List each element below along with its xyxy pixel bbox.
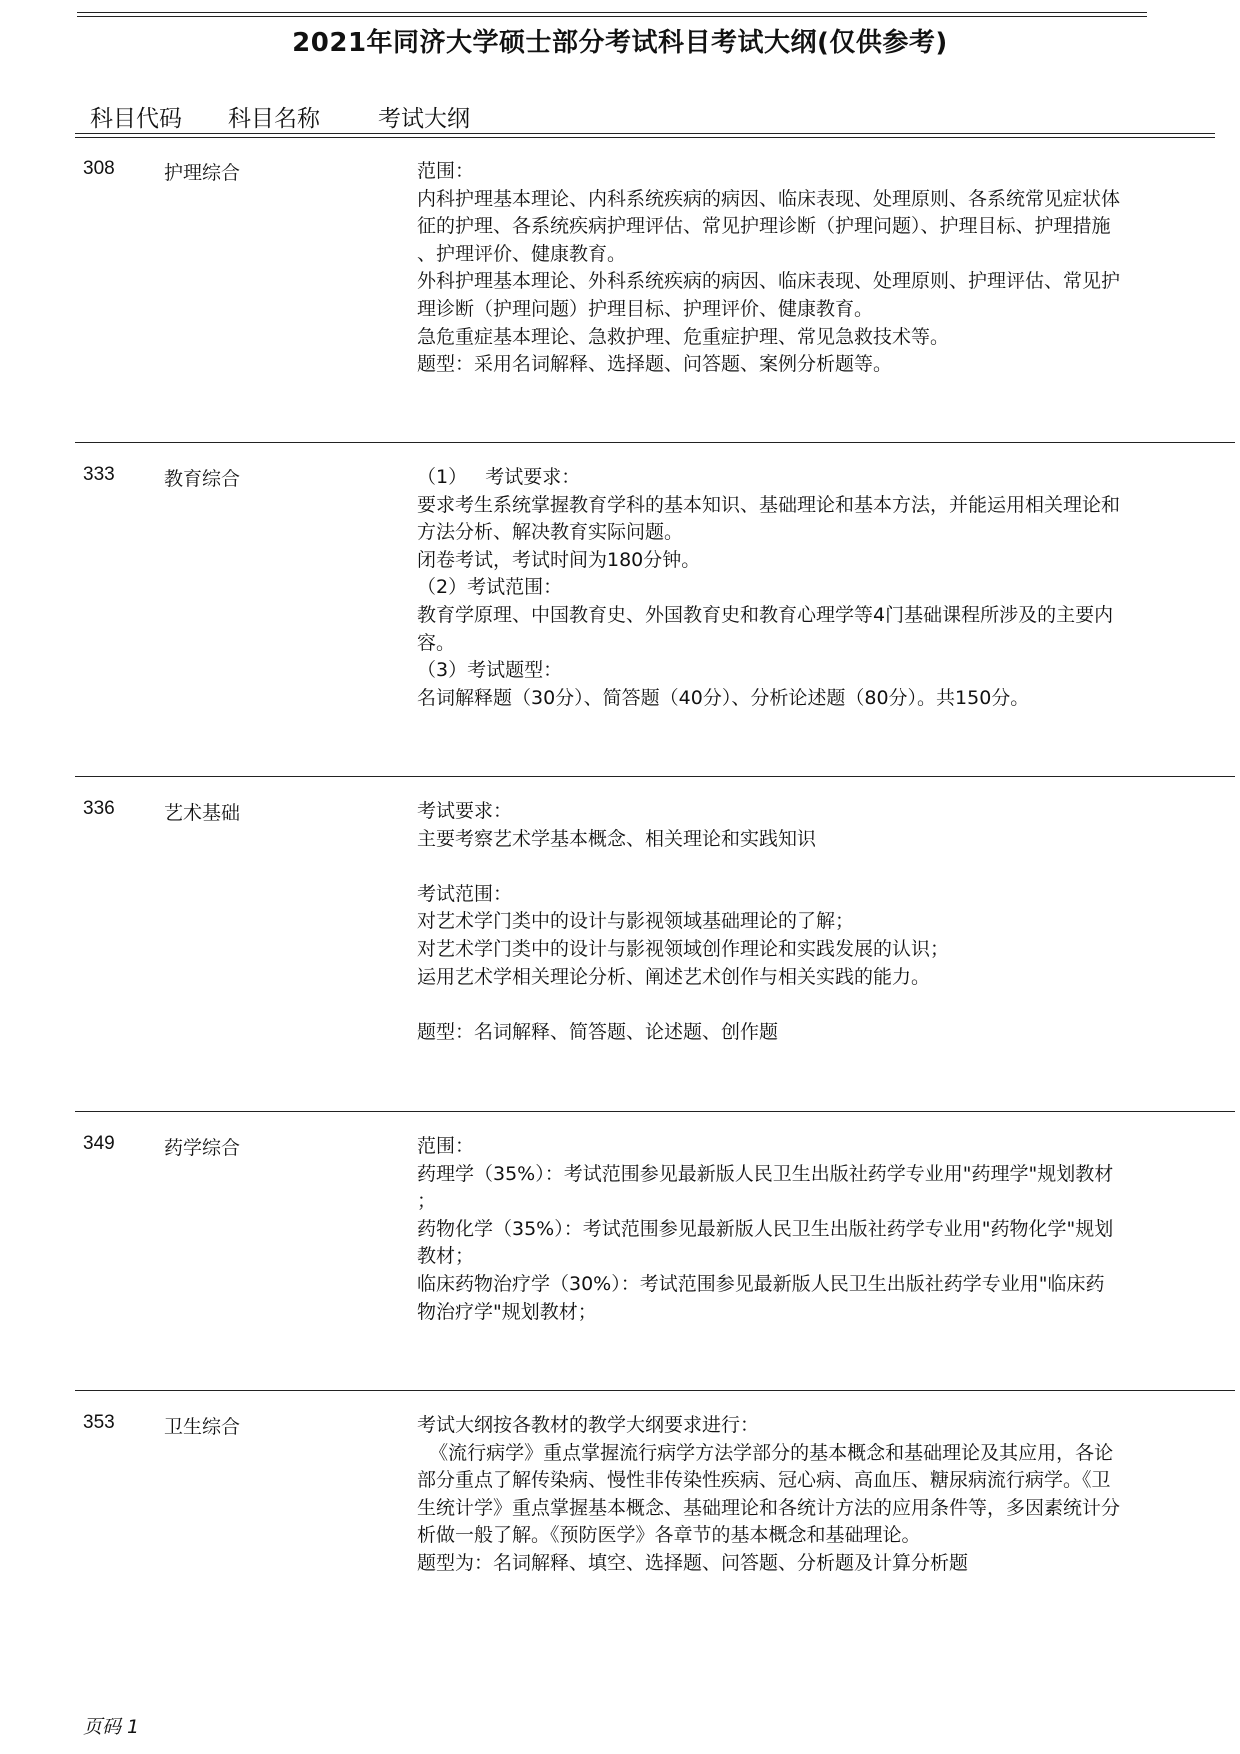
outline-line: 要求考生系统掌握教育学科的基本知识、基础理论和基本方法，并能运用相关理论和	[417, 493, 1121, 516]
row-divider	[75, 442, 1235, 443]
outline-line: 题型：采用名词解释、选择题、问答题、案例分析题等。	[417, 353, 893, 376]
subject-code: 333	[83, 464, 115, 485]
outline-line: 方法分析、解决教育实际问题。	[417, 521, 684, 544]
row-divider	[75, 776, 1235, 777]
subject-outline	[417, 1133, 1192, 1326]
outline-line: 内科护理基本理论、内科系统疾病的病因、临床表现、处理原则、各系统常见症状体	[417, 187, 1121, 210]
outline-line: 对艺术学门类中的设计与影视领域基础理论的了解；	[417, 910, 855, 933]
top-rule-2	[77, 16, 1147, 17]
page-number: 页码 1	[83, 1716, 140, 1738]
outline-line: 对艺术学门类中的设计与影视领域创作理论和实践发展的认识；	[417, 937, 950, 960]
outline-line: （1） 考试要求：	[417, 466, 581, 488]
subject-outline	[417, 798, 1192, 1046]
outline-line: 急危重症基本理论、急救护理、危重症护理、常见急救技术等。	[417, 325, 950, 348]
outline-line: （3）考试题型：	[417, 659, 563, 682]
header-rule-2	[75, 137, 1215, 138]
outline-line: 考试范围：	[417, 882, 513, 905]
header-code: 科目代码	[90, 106, 182, 132]
outline-line: 闭卷考试，考试时间为180分钟。	[417, 548, 701, 571]
outline-line: 题型为：名词解释、填空、选择题、问答题、分析题及计算分析题	[417, 1551, 969, 1574]
outline-line: 容。	[417, 631, 456, 654]
outline-line: 运用艺术学相关理论分析、阐述艺术创作与相关实践的能力。	[417, 965, 931, 988]
outline-line: 范围：	[417, 1135, 475, 1157]
subject-code: 353	[83, 1412, 115, 1433]
outline-line: 物治疗学"规划教材；	[417, 1300, 597, 1323]
subject-name: 教育综合	[164, 468, 241, 490]
subject-name: 药学综合	[164, 1137, 241, 1159]
header-rule-1	[75, 133, 1215, 134]
subject-name: 卫生综合	[164, 1416, 241, 1438]
header-name: 科目名称	[228, 106, 320, 132]
subject-outline	[417, 1412, 1192, 1578]
subject-code: 336	[83, 798, 115, 819]
top-rule-1	[77, 12, 1147, 13]
subject-outline	[417, 464, 1192, 712]
row-divider	[75, 1390, 1235, 1391]
outline-line: ；	[417, 1190, 437, 1213]
outline-line: 临床药物治疗学（30%）：考试范围参见最新版人民卫生出版社药学专业用"临床药	[417, 1272, 1105, 1295]
outline-line: 教育学原理、中国教育史、外国教育史和教育心理学等4门基础课程所涉及的主要内	[417, 603, 1114, 626]
outline-line: 范围：	[417, 160, 475, 182]
outline-line: 生统计学》重点掌握基本概念、基础理论和各统计方法的应用条件等，多因素统计分	[417, 1496, 1121, 1519]
subject-code: 308	[83, 158, 115, 179]
page-title: 2021年同济大学硕士部分考试科目考试大纲(仅供参考)	[292, 28, 948, 58]
outline-line: 药理学（35%）：考试范围参见最新版人民卫生出版社药学专业用"药理学"规划教材	[417, 1162, 1114, 1185]
outline-line	[417, 991, 1192, 1019]
subject-name: 护理综合	[164, 162, 241, 184]
outline-line: 药物化学（35%）：考试范围参见最新版人民卫生出版社药学专业用"药物化学"规划	[417, 1217, 1114, 1240]
outline-line: 征的护理、各系统疾病护理评估、常见护理诊断（护理问题）、护理目标、护理措施	[417, 215, 1111, 238]
outline-line: 《流行病学》重点掌握流行病学方法学部分的基本概念和基础理论及其应用，各论	[417, 1441, 1114, 1464]
outline-line: （2）考试范围：	[417, 576, 563, 599]
subject-code: 349	[83, 1133, 115, 1154]
outline-line: 题型：名词解释、简答题、论述题、创作题	[417, 1020, 779, 1043]
subject-name: 艺术基础	[164, 802, 241, 824]
outline-line: 部分重点了解传染病、慢性非传染性疾病、冠心病、高血压、糖尿病流行病学。《卫	[417, 1469, 1111, 1492]
header-outline: 考试大纲	[378, 106, 470, 132]
outline-line: 教材；	[417, 1245, 475, 1268]
outline-line: 名词解释题（30分）、简答题（40分）、分析论述题（80分）。共150分。	[417, 686, 1030, 709]
row-divider	[75, 1111, 1235, 1112]
outline-line: 析做一般了解。《预防医学》各章节的基本概念和基础理论。	[417, 1524, 921, 1547]
outline-line	[417, 853, 1192, 881]
outline-line: 主要考察艺术学基本概念、相关理论和实践知识	[417, 827, 817, 850]
outline-line: 考试要求：	[417, 800, 513, 822]
subject-outline	[417, 158, 1192, 379]
outline-line: 理诊断（护理问题）护理目标、护理评价、健康教育。	[417, 297, 874, 320]
table-header	[0, 100, 1240, 134]
outline-line: 考试大纲按各教材的教学大纲要求进行：	[417, 1414, 760, 1436]
outline-line: 、护理评价、健康教育。	[417, 242, 627, 265]
outline-line: 外科护理基本理论、外科系统疾病的病因、临床表现、处理原则、护理评估、常见护	[417, 270, 1121, 293]
